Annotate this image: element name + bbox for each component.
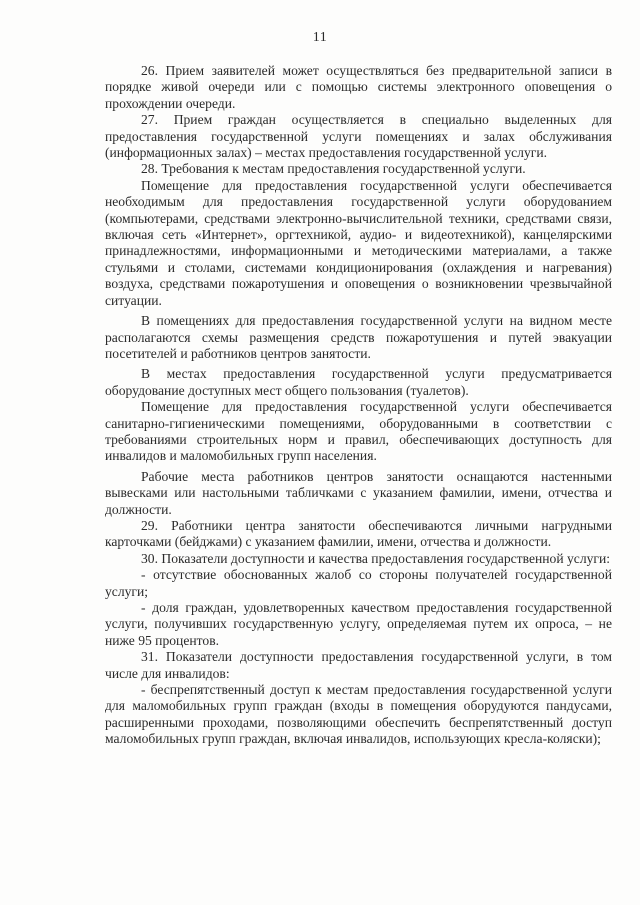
paragraph-26: 26. Прием заявителей может осуществляться без предварительной записи в порядке живой очереди или с помощью системы электронного оповещения о прохождении очереди.: [105, 63, 612, 111]
paragraph-sanitary: Помещение для предоставления государственной услуги обеспечивается санитарно-гигиеническими помещениями, оборудованными в соответствии с требованиями строительных норм и правил, обеспечивающих доступность для инвалидов и маломобильных групп населения.: [105, 399, 612, 464]
page-number: 11: [312, 30, 328, 45]
paragraph-31: 31. Показатели доступности предоставления государственной услуги, в том числе для инвалидов:: [105, 649, 612, 681]
paragraph-28: 28. Требования к местам предоставления государственной услуги.: [141, 161, 526, 177]
paragraph-27: 27. Прием граждан осуществляется в специально выделенных для предоставления государственной услуги помещениях и залах обслуживания (информационных залах) – местах предоставления государственной услуги.: [105, 112, 612, 161]
paragraph-toilets: В местах предоставления государственной услуги предусматривается оборудование доступных мест общего пользования (туалетов).: [105, 366, 612, 398]
paragraph-evacuation: В помещениях для предоставления государственной услуги на видном месте располагаются схемы размещения средств пожаротушения и путей эвакуации посетителей и работников центров занятости.: [105, 313, 612, 361]
paragraph-30: 30. Показатели доступности и качества предоставления государственной услуги:: [141, 550, 611, 566]
list-item-complaints: - отсутствие обоснованных жалоб со стороны получателей государственной услуги;: [105, 567, 612, 599]
paragraph-workplaces: Рабочие места работников центров занятости оснащаются настенными вывесками или настольными табличками с указанием фамилии, имени, отчества и должности.: [105, 468, 612, 517]
list-item-satisfaction: - доля граждан, удовлетворенных качеством предоставления государственной услуги, получивших государственную услугу, определяемая путем их опроса, – не ниже 95 процентов.: [105, 600, 612, 648]
paragraph-29: 29. Работники центра занятости обеспечиваются личными нагрудными карточками (бейджами) с указанием фамилии, имени, отчества и должности.: [105, 517, 612, 550]
document-body: [105, 63, 612, 748]
list-item-access: - беспрепятственный доступ к местам предоставления государственной услуги для маломобильных групп граждан (входы в помещения оборудуются пандусами, расширенными проходами, позволяющими обеспечить беспрепятственный доступ маломобильных групп граждан, включая инвалидов, использующих кресла-коляски);: [105, 682, 612, 747]
paragraph-equipment: Помещение для предоставления государственной услуги обеспечивается необходимым для предоставления государственной услуги оборудованием (компьютерами, средствами электронно-вычислительной техники, средствами связи, включая сеть «Интернет», оргтехникой, аудио- и видеотехникой), канцелярскими принадлежностями, информационными и методическими материалами, а также стульями и столами, системами кондиционирования (охлаждения и нагревания) воздуха, средствами пожаротушения и оповещения о возникновении чрезвычайной ситуации.: [105, 177, 612, 308]
